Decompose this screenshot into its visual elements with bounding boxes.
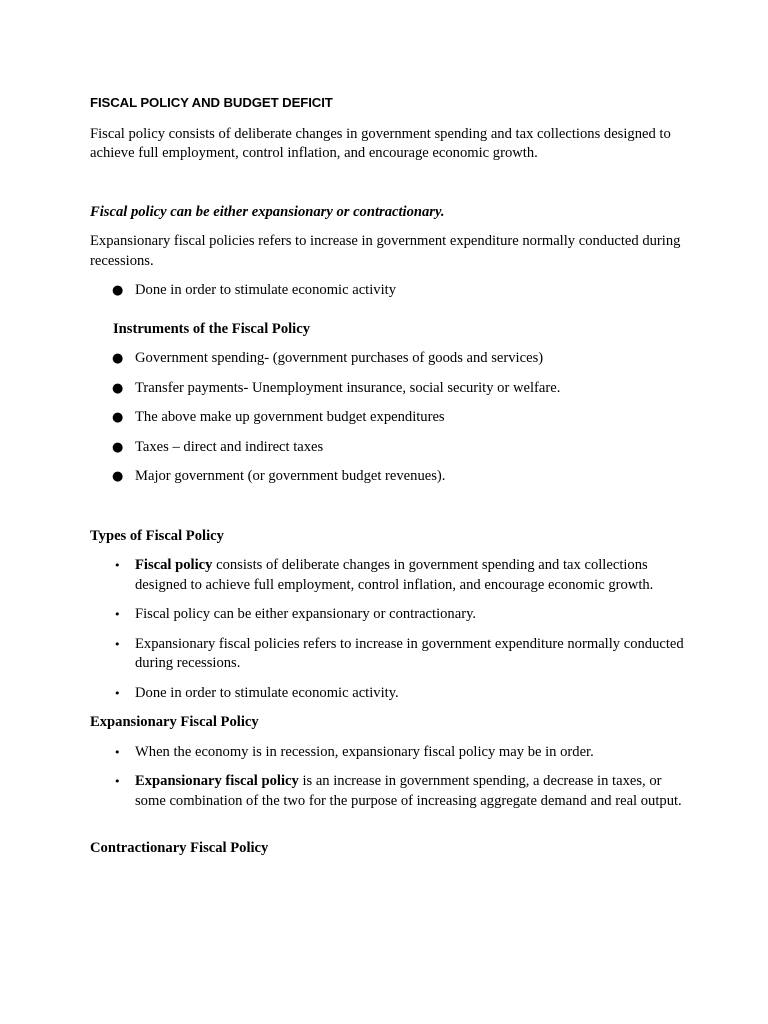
bullet-icon: • xyxy=(114,775,121,788)
list-item xyxy=(90,281,690,301)
list-item-text: Fiscal policy can be either expansionary or contractionary. xyxy=(135,606,477,622)
expansionary-list xyxy=(90,743,690,812)
bullet-icon: • xyxy=(114,637,121,651)
bullet-icon: ● xyxy=(112,469,124,484)
list-item-text: Done in order to stimulate economic activity. xyxy=(135,684,399,701)
instruments-list xyxy=(90,349,690,487)
list-item-text: Expansionary fiscal policies refers to increase in government expenditure normally conducted during recessions. xyxy=(135,635,684,671)
document-page xyxy=(90,93,690,859)
expansionary-heading: Expansionary Fiscal Policy xyxy=(90,714,259,730)
list-item xyxy=(90,556,690,595)
list-item xyxy=(90,743,690,763)
bullet-icon: ● xyxy=(112,380,124,396)
list-item-text: The above make up government budget expenditures xyxy=(135,409,445,425)
contractionary-heading: Contractionary Fiscal Policy xyxy=(90,840,269,856)
stimulate-list xyxy=(90,281,690,301)
list-item-rest: consists of deliberate changes in government spending and tax collections designed to achieve full employment, control inflation, and encourage economic growth. xyxy=(135,557,654,593)
list-item-text xyxy=(135,773,682,809)
bullet-icon: • xyxy=(114,608,121,621)
list-item xyxy=(90,408,690,428)
list-item-text: Major government (or government budget revenues). xyxy=(135,468,446,484)
types-list xyxy=(90,556,690,703)
bullet-icon: ● xyxy=(112,439,124,455)
list-item xyxy=(90,379,690,399)
list-item xyxy=(90,772,690,811)
list-item xyxy=(90,635,690,674)
list-item-text: Transfer payments- Unemployment insurance, social security or welfare. xyxy=(135,379,561,396)
bullet-icon: • xyxy=(114,745,121,759)
expansionary-definition: Expansionary fiscal policies refers to increase in government expenditure normally conducted during recessions. xyxy=(90,233,681,269)
document-title: FISCAL POLICY AND BUDGET DEFICIT xyxy=(90,95,333,110)
bullet-icon: ● xyxy=(112,410,124,425)
list-item xyxy=(90,438,690,458)
intro-paragraph: Fiscal policy consists of deliberate changes in government spending and tax collections designed to achieve full employment, control inflation, and encourage economic growth. xyxy=(90,125,671,161)
list-item-text: When the economy is in recession, expansionary fiscal policy may be in order. xyxy=(135,743,594,760)
list-item-text: Government spending- (government purchases of goods and services) xyxy=(135,350,544,366)
bullet-icon: • xyxy=(114,559,121,572)
list-item-rest: is an increase in government spending, a decrease in taxes, or some combination of the two for the purpose of increasing aggregate demand and real output. xyxy=(135,773,682,809)
instruments-heading: Instruments of the Fiscal Policy xyxy=(113,320,310,337)
bullet-icon: ● xyxy=(112,351,124,366)
list-item-text: Done in order to stimulate economic activity xyxy=(135,282,396,298)
list-item xyxy=(90,467,690,487)
bullet-icon: ● xyxy=(112,283,124,298)
list-item-text: Taxes – direct and indirect taxes xyxy=(135,438,324,455)
list-item-text xyxy=(135,557,653,593)
bullet-icon: • xyxy=(114,686,121,700)
list-item xyxy=(90,684,690,704)
bold-term: Fiscal policy xyxy=(135,557,213,573)
types-heading: Types of Fiscal Policy xyxy=(90,527,224,544)
list-item xyxy=(90,605,690,625)
list-item xyxy=(90,349,690,369)
bold-term: Expansionary fiscal policy xyxy=(135,773,299,789)
lead-statement: Fiscal policy can be either expansionary or contractionary. xyxy=(90,203,445,220)
